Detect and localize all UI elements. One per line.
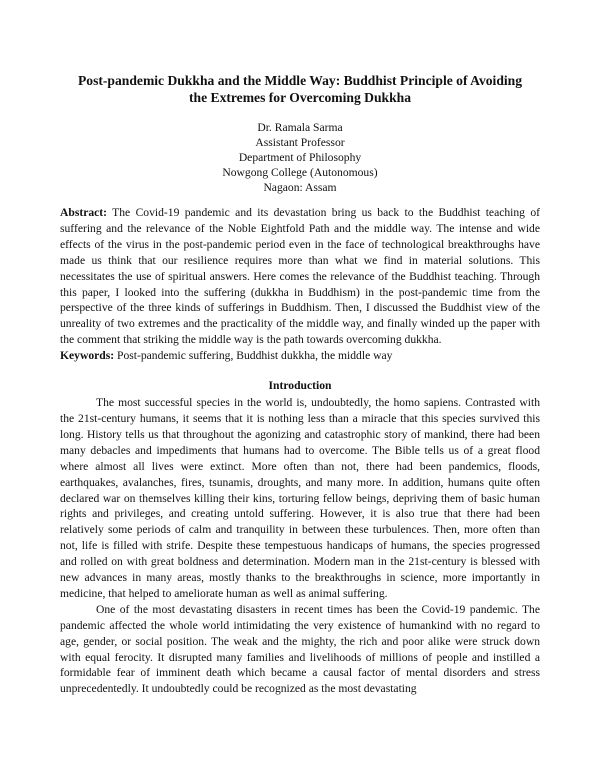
keywords-text: Post-pandemic suffering, Buddhist dukkha, the middle way [114, 349, 393, 363]
abstract-label: Abstract: [60, 206, 108, 219]
author-name: Dr. Ramala Sarma [257, 121, 343, 134]
section-heading-introduction: Introduction [268, 379, 332, 393]
abstract [60, 205, 540, 348]
paper-title: Post-pandemic Dukkha and the Middle Way: Buddhist Principle of Avoiding the Extremes for Overcoming Dukkha [77, 73, 523, 105]
intro-paragraph: One of the most devastating disasters in recent times has been the Covid-19 pandemic. The pandemic affected the whole world intimidating the very existence of humankind with no regard to age, gender, or social position. The weak and the mighty, the rich and poor alike were struck down with equal ferocity. It disrupted many families and livelihoods of millions of people and instilled a formidable fear of imminent death which became a causal factor of mental disorders and stress unprecedentedly. It undoubtedly could be recognized as the most devastating [60, 602, 540, 696]
abstract-text: The Covid-19 pandemic and its devastation bring us back to the Buddhist teaching of suffering and the relevance of the Noble Eightfold Path and the middle way. The intense and wide effects of the virus in the post-pandemic period even in the face of technological breakthroughs have made us think that our resilience requires more than what we find in material solutions. This necessitates the use of spiritual answers. Here comes the relevance of the Buddhist teaching. Through this paper, I looked into the suffering (dukkha in Buddhism) in the post-pandemic time from the perspective of the three kinds of sufferings in Buddhism. Then, I discussed the Buddhist view of the unreality of two extremes and the practicality of the middle way, and finally winded up the paper with the comment that striking the middle way is the path towards overcoming dukkha. [60, 206, 540, 347]
author-department: Department of Philosophy [238, 151, 362, 164]
keywords-label: Keywords: [60, 349, 115, 363]
author-block [60, 120, 540, 195]
intro-paragraph: The most successful species in the world is, undoubtedly, the homo sapiens. Contrasted with the 21st-century humans, it seems that it is nothing less than a miracle that this species survived this long. History tells us that throughout the agonizing and catastrophic story of mankind, there had been many debacles and impediments that humans had to overcome. The Bible tells us of a great flood where almost all lives were extinct. More often than not, there had been pandemics, floods, earthquakes, avalanches, fires, tsunamis, droughts, and many more. In addition, humans quite often declared war on themselves killing their kins, torturing fellow beings, depriving them of basic human rights and privileges, and creating untold suffering. However, it is also true that there had been relatively some periods of calm and tranquility in between these turbulences. Then, more often than not, life is filled with strife. Despite these tempestuous handicaps of humans, the species progressed and rolled on with great boldness and determination. Modern man in the 21st-century is blessed with new advances in many areas, mostly thanks to the breakthroughs in science, more importantly in medicine, that helped to ameliorate human as well as animal suffering. [60, 396, 540, 600]
author-position: Assistant Professor [255, 136, 345, 149]
author-college: Nowgong College (Autonomous) [222, 166, 378, 179]
keywords [60, 348, 540, 364]
author-location: Nagaon: Assam [263, 181, 337, 194]
